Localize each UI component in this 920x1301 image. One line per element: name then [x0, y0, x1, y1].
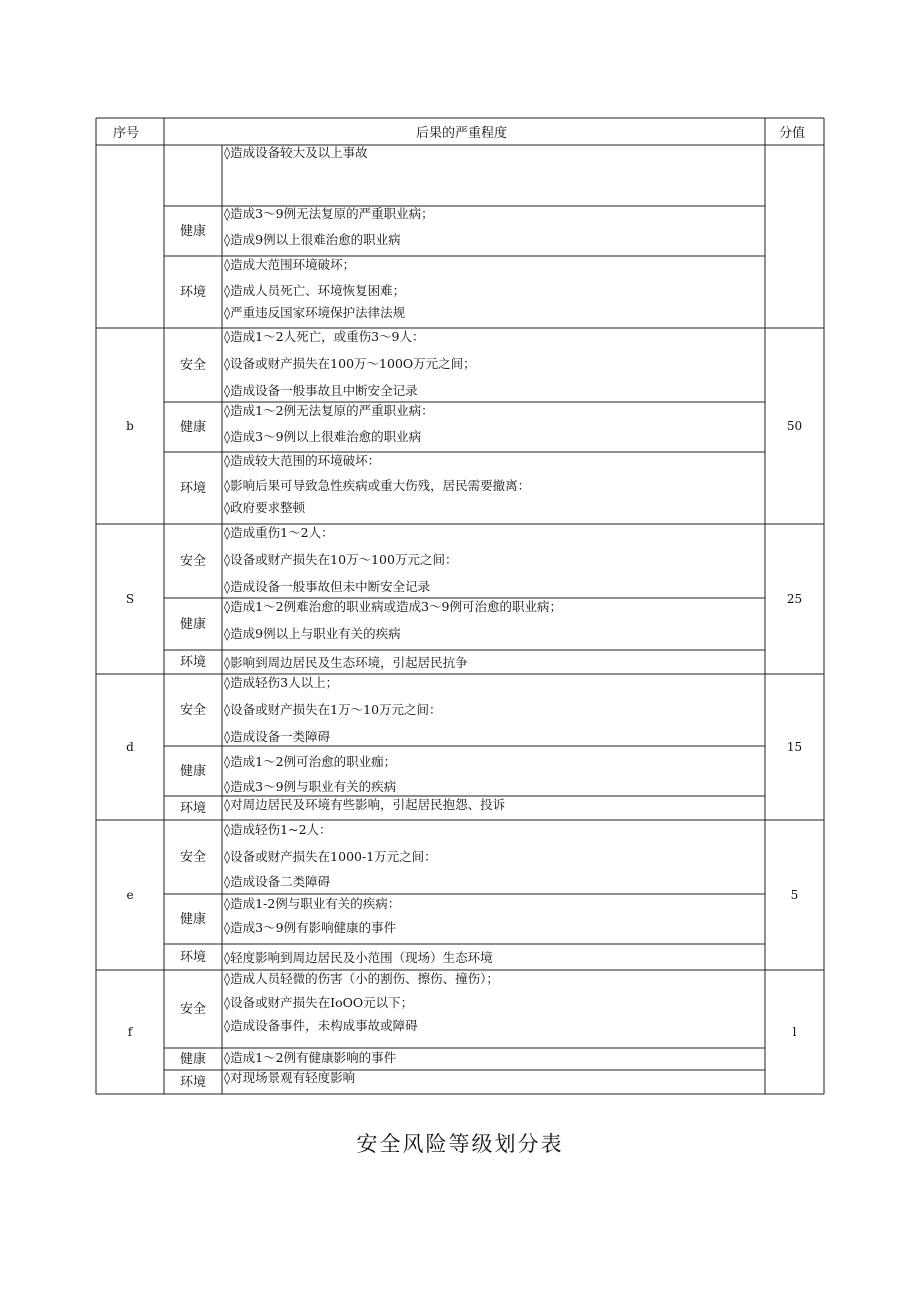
consequence-item: ◊造成重伤1～2人： — [224, 525, 334, 540]
consequence-item: ◊造成设备二类障碍 — [224, 874, 331, 889]
category-label: 环境 — [179, 801, 207, 816]
consequence-item: ◊轻度影响到周边居民及小范围（现场）生态环境 — [224, 950, 493, 965]
consequence-item: ◊造成9例以上与职业有关的疾病 — [224, 626, 401, 641]
category-label: 环境 — [179, 285, 207, 300]
consequence-item: ◊造成3～9例以上很难治愈的职业病 — [224, 429, 422, 444]
page-title: 安全风险等级划分表 — [356, 1132, 564, 1156]
consequence-item: ◊政府要求整顿 — [224, 500, 306, 515]
consequence-item: ◊造成设备一般事故且中断安全记录 — [224, 383, 418, 398]
severity-code: f — [127, 1025, 133, 1039]
consequence-item: ◊造成设备较大及以上事故 — [224, 145, 368, 160]
consequence-item: ◊设备或财产损失在10万～100万元之间： — [224, 552, 458, 567]
score-value: 25 — [786, 592, 803, 606]
category-label: 安全 — [179, 554, 207, 569]
score-value: 50 — [786, 419, 803, 433]
consequence-item: ◊造成较大范围的环境破坏： — [224, 453, 381, 468]
consequence-item: ◊造成人员轻微的伤害（小的割伤、擦伤、撞伤）； — [224, 971, 499, 986]
category-label: 健康 — [179, 224, 207, 239]
consequence-item: ◊造成3～9例与职业有关的疾病 — [224, 779, 397, 794]
consequence-item: ◊造成轻伤1~2人： — [224, 822, 332, 837]
consequence-item: ◊严重违反国家环境保护法律法规 — [224, 305, 406, 320]
category-label: 健康 — [179, 617, 207, 632]
category-label: 安全 — [179, 703, 207, 718]
consequence-item: ◊造成设备一般事故但未中断安全记录 — [224, 579, 431, 594]
consequence-item: ◊造成设备事件，未构成事故或障碍 — [224, 1018, 418, 1033]
consequence-item: ◊造成9例以上很难治愈的职业病 — [224, 232, 401, 247]
severity-code: d — [126, 740, 134, 754]
category-label: 环境 — [179, 1075, 207, 1090]
consequence-item: ◊造成大范围环境破坏； — [224, 257, 356, 272]
category-label: 安全 — [179, 358, 207, 373]
consequence-item: ◊对现场景观有轻度影响 — [224, 1070, 356, 1085]
header-severity: 后果的严重程度 — [416, 126, 508, 141]
category-label: 健康 — [179, 912, 207, 927]
consequence-item: ◊影响后果可导致急性疾病或重大伤残，居民需要撤离： — [224, 478, 531, 493]
consequence-item: ◊设备或财产损失在IoOO元以下； — [224, 995, 414, 1010]
header-score: 分值 — [779, 126, 806, 141]
score-value: 15 — [786, 740, 803, 754]
category-label: 健康 — [179, 420, 207, 435]
consequence-item: ◊造成1～2例有健康影响的事件 — [224, 1050, 397, 1065]
category-label: 安全 — [179, 850, 207, 865]
consequence-item: ◊造成设备一类障碍 — [224, 729, 331, 744]
category-label: 安全 — [179, 1002, 207, 1017]
consequence-item: ◊对周边居民及环境有些影响，引起居民抱怨、投诉 — [224, 797, 506, 812]
consequence-item: ◊造成1～2例难治愈的职业病或造成3～9例可治愈的职业病； — [224, 599, 562, 614]
consequence-item: ◊造成1-2例与职业有关的疾病： — [224, 896, 401, 911]
consequence-item: ◊造成1～2例无法复原的严重职业病： — [224, 403, 434, 418]
header-seq: 序号 — [113, 126, 140, 141]
consequence-item: ◊造成3～9例无法复原的严重职业病； — [224, 206, 434, 221]
category-label: 环境 — [179, 655, 207, 670]
severity-code: S — [125, 592, 135, 606]
consequence-item: ◊设备或财产损失在1000-1万元之间： — [224, 849, 437, 864]
consequence-item: ◊造成轻伤3人以上； — [224, 675, 339, 690]
consequence-item: ◊造成人员死亡、环境恢复困难； — [224, 283, 406, 298]
category-label: 环境 — [179, 950, 207, 965]
category-label: 健康 — [179, 764, 207, 779]
consequence-item: ◊造成1～2例可治愈的职业痂； — [224, 754, 397, 769]
consequence-item: ◊造成1～2人死亡，或重伤3～9人： — [224, 329, 425, 344]
category-label: 健康 — [179, 1052, 207, 1067]
score-value: l — [792, 1025, 797, 1039]
score-value: 5 — [790, 888, 799, 902]
severity-code: e — [126, 888, 134, 902]
consequence-item: ◊设备或财产损失在100万～100O万元之间； — [224, 356, 476, 371]
consequence-item: ◊影响到周边居民及生态环境，引起居民抗争 — [224, 655, 468, 670]
consequence-item: ◊造成3～9例有影响健康的事件 — [224, 920, 397, 935]
category-label: 环境 — [179, 481, 207, 496]
severity-code: b — [126, 419, 134, 433]
consequence-item: ◊设备或财产损失在1万～10万元之间： — [224, 702, 442, 717]
